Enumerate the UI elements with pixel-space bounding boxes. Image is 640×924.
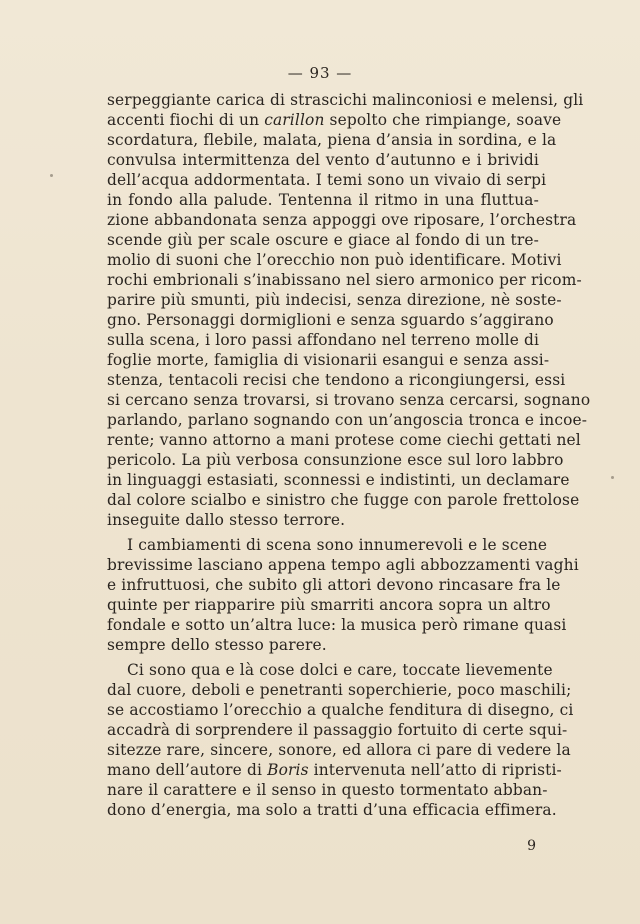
text-line: I cambiamenti di scena sono innumerevoli e le scene <box>127 536 548 554</box>
text-line: sempre dello stesso parere. <box>107 636 327 654</box>
text-line: rochi embrionali s’inabissano nel siero armonico per ricom- <box>107 271 582 289</box>
text-line <box>107 760 562 780</box>
text-line: se accostiamo l’orecchio a qualche fenditura di disegno, ci <box>107 701 574 719</box>
text-line: in fondo alla palude. Tentenna il ritmo in una fluttua- <box>107 191 539 209</box>
text-line: serpeggiante carica di strascichi malinconiosi e melensi, gli <box>107 91 584 109</box>
text-line: Ci sono qua e là cose dolci e care, toccate lievemente <box>127 661 553 679</box>
text-line: sitezze rare, sincere, sonore, ed allora ci pare di vedere la <box>107 741 571 759</box>
text-fragment: intervenuta nell’atto di ripristi- <box>308 761 562 779</box>
text-line: convulsa intermittenza del vento d’autunno e i brividi <box>107 151 539 169</box>
text-line <box>107 110 562 130</box>
text-line: foglie morte, famiglia di visionarii esangui e senza assi- <box>107 351 550 369</box>
italic-term-carillon: carillon <box>264 111 325 129</box>
text-line: gno. Personaggi dormiglioni e senza sguardo s’aggirano <box>107 311 554 329</box>
text-line: e infruttuosi, che subito gli attori devono rincasare fra le <box>107 576 561 594</box>
text-line: quinte per riapparire più smarriti ancora sopra un altro <box>107 596 551 614</box>
text-fragment: mano dell’autore di <box>107 761 268 779</box>
text-line: dal colore scialbo e sinistro che fugge con parole frettolose <box>107 491 580 509</box>
signature-mark: 9 <box>527 838 536 854</box>
text-line: scende giù per scale oscure e giace al fondo di un tre- <box>107 231 539 249</box>
text-line: scordatura, flebile, malata, piena d’ansia in sordina, e la <box>107 131 557 149</box>
text-line: in linguaggi estasiati, sconnessi e indistinti, un declamare <box>107 471 570 489</box>
text-line: brevissime lasciano appena tempo agli abbozzamenti vaghi <box>107 556 579 574</box>
text-fragment: accenti fiochi di un <box>107 111 265 129</box>
paper-speck <box>50 174 53 177</box>
text-line: zione abbandonata senza appoggi ove riposare, l’orchestra <box>107 211 577 229</box>
text-line: dono d’energia, ma solo a tratti d’una efficacia effimera. <box>107 801 557 819</box>
text-line: dal cuore, deboli e penetranti soperchierie, poco maschili; <box>107 681 572 699</box>
text-line: pericolo. La più verbosa consunzione esce sul loro labbro <box>107 451 564 469</box>
text-line: molio di suoni che l’orecchio non può identificare. Motivi <box>107 251 562 269</box>
text-line: nare il carattere e il senso in questo tormentato abban- <box>107 781 548 799</box>
paper-speck <box>611 476 614 479</box>
text-line: parire più smunti, più indecisi, senza direzione, nè soste- <box>107 291 562 309</box>
text-line: fondale e sotto un’altra luce: la musica però rimane quasi <box>107 616 567 634</box>
text-fragment: sepolto che rimpiange, soave <box>324 111 562 129</box>
text-line: stenza, tentacoli recisi che tendono a ricongiungersi, essi <box>107 371 566 389</box>
text-line: inseguite dallo stesso terrore. <box>107 511 346 529</box>
text-line: sulla scena, i loro passi affondano nel terreno molle di <box>107 331 540 349</box>
text-line: accadrà di sorprendere il passaggio fortuito di certe squi- <box>107 721 568 739</box>
page-number: — 93 — <box>287 64 353 82</box>
text-line: parlando, parlano sognando con un’angoscia tronca e incoe- <box>107 411 588 429</box>
italic-term-boris: Boris <box>267 761 309 779</box>
text-line: rente; vanno attorno a mani protese come ciechi gettati nel <box>107 431 581 449</box>
text-line: dell’acqua addormentata. I temi sono un vivaio di serpi <box>107 171 547 189</box>
text-line: si cercano senza trovarsi, si trovano senza cercarsi, sognano <box>107 391 591 409</box>
